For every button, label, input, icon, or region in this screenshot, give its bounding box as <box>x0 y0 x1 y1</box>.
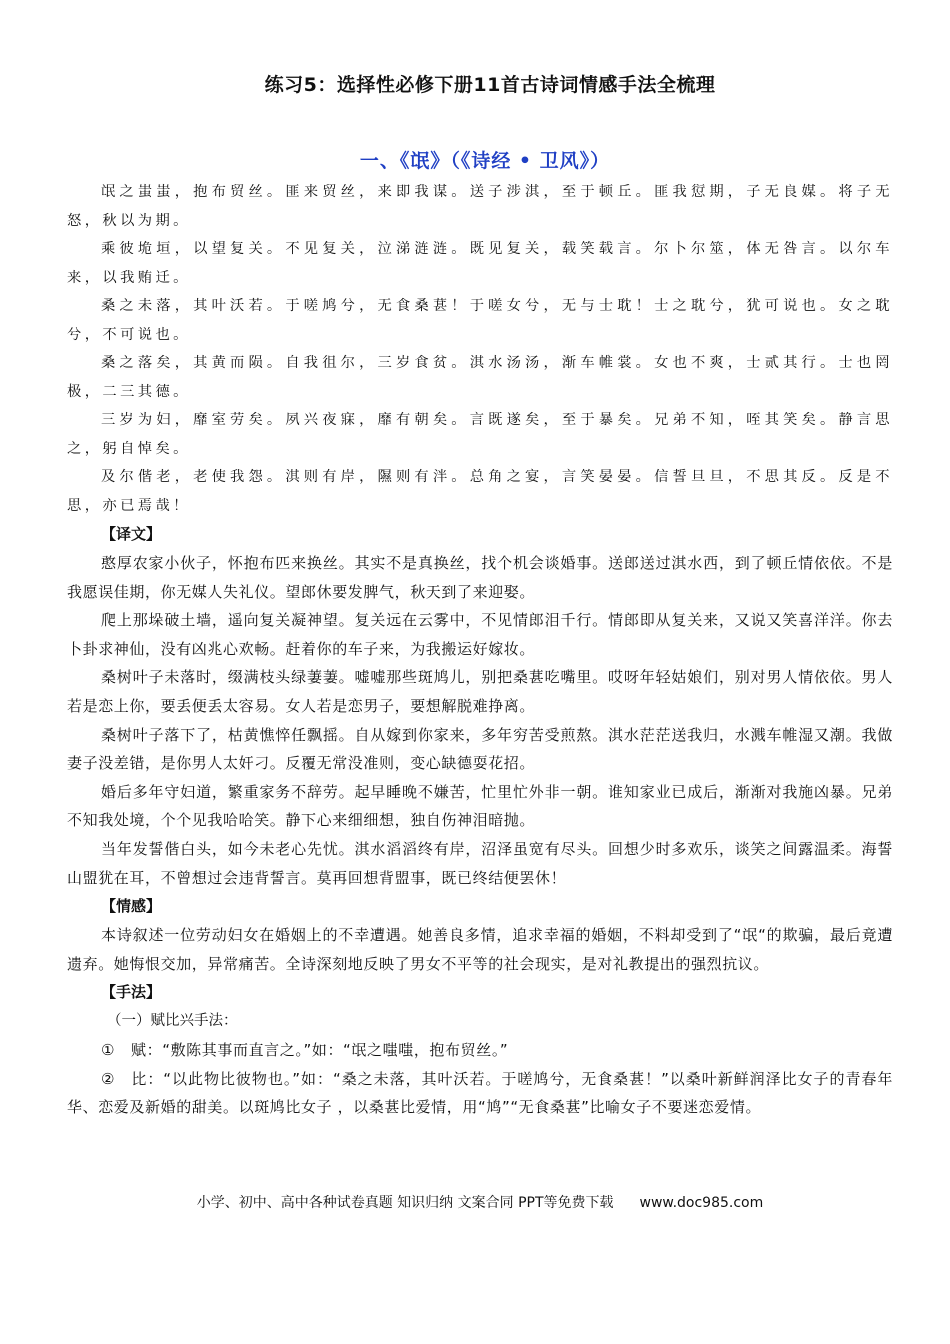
translation-paragraph: 桑树叶子未落时，缀满枝头绿萋萋。嘘嘘那些斑鸠儿，别把桑葚吃嘴里。哎呀年轻姑娘们，别对男人情依依。男人若是恋上你，要丢便丢太容易。女人若是恋男子，要想解脱难挣离。 <box>67 668 893 715</box>
poem-stanza: 桑之未落，其叶沃若。于嗟鸠兮，无食桑葚！于嗟女兮，无与士耽！士之耽兮，犹可说也。女之耽兮，不可说也。 <box>67 298 893 343</box>
poem-stanza: 三岁为妇，靡室劳矣。夙兴夜寐，靡有朝矣。言既遂矣，至于暴矣。兄弟不知，咥其笑矣。静言思之，躬自悼矣。 <box>67 412 893 457</box>
page-footer <box>0 1192 950 1212</box>
technique-label: 【手法】 <box>101 983 162 1002</box>
document-title: 练习5：选择性必修下册11首古诗词情感手法全梳理 <box>264 74 716 96</box>
translation-text <box>67 549 893 892</box>
emotion-label: 【情感】 <box>101 897 162 916</box>
translation-paragraph: 桑树叶子落下了，枯黄憔悴任飘摇。自从嫁到你家来，多年穷苦受煎熬。淇水茫茫送我归，水溅车帷湿又潮。我做妻子没差错，是你男人太奸刁。反覆无常没准则，变心缺德耍花招。 <box>67 725 893 773</box>
content-body <box>67 178 893 1122</box>
item-number: ② <box>101 1069 116 1088</box>
technique-item <box>67 1036 893 1065</box>
translation-paragraph: 婚后多年守妇道，繁重家务不辞劳。起早睡晚不嫌苦，忙里忙外非一朝。谁知家业已成后，渐渐对我施凶暴。兄弟不知我处境，个个见我哈哈笑。静下心来细细想，独自伤神泪暗抛。 <box>67 782 893 830</box>
footer-link[interactable]: www.doc985.com <box>639 1195 764 1211</box>
poem-stanza: 桑之落矣，其黄而陨。自我徂尔，三岁食贫。淇水汤汤，渐车帷裳。女也不爽，士贰其行。士也罔极，二三其德。 <box>67 355 893 400</box>
poem-stanza: 及尔偕老，老使我怨。淇则有岸，隰则有泮。总角之宴，言笑晏晏。信誓旦旦，不思其反。反是不思，亦已焉哉！ <box>67 469 893 514</box>
poem-stanza: 氓之蚩蚩，抱布贸丝。匪来贸丝，来即我谋。送子涉淇，至于顿丘。匪我愆期，子无良媒。将子无怒，秋以为期。 <box>67 184 893 229</box>
poem-stanza: 乘彼垝垣，以望复关。不见复关，泣涕涟涟。既见复关，载笑载言。尔卜尔筮，体无咎言。以尔车来，以我贿迁。 <box>67 241 893 286</box>
emotion-text <box>67 921 893 978</box>
technique-item <box>67 1065 893 1122</box>
translation-paragraph: 憨厚农家小伙子，怀抱布匹来换丝。其实不是真换丝，找个机会谈婚事。送郎送过淇水西，到了顿丘情依依。不是我愿误佳期，你无媒人失礼仪。望郎休要发脾气，秋天到了来迎娶。 <box>67 554 893 601</box>
technique-subheading: （一）赋比兴手法： <box>107 1013 238 1030</box>
poem-text <box>67 178 893 520</box>
section-heading: 一、《氓》（《诗经 • 卫风》） <box>359 150 611 172</box>
translation-paragraph: 当年发誓偕白头，如今未老心先忧。淇水滔滔终有岸，沼泽虽宽有尽头。回想少时多欢乐，谈笑之间露温柔。海誓山盟犹在耳，不曾想过会违背誓言。莫再回想背盟事，既已终结便罢休！ <box>67 839 893 887</box>
emotion-paragraph: 本诗叙述一位劳动妇女在婚姻上的不幸遭遇。她善良多情，追求幸福的婚姻，不料却受到了“氓“的欺骗，最后竟遭遗弃。她悔恨交加，异常痛苦。全诗深刻地反映了男女不平等的社会现实，是对礼教提出的强烈抗议。 <box>67 926 893 973</box>
footer-text: 小学、初中、高中各种试卷真题 知识归纳 文案合同 PPT等免费下载 <box>196 1195 614 1211</box>
translation-paragraph: 爬上那垛破土墙，遥向复关凝神望。复关远在云雾中，不见情郎泪千行。情郎即从复关来，又说又笑喜洋洋。你去卜卦求神仙，没有凶兆心欢畅。赶着你的车子来，为我搬运好嫁妆。 <box>67 611 893 658</box>
item-text: 赋：“敷陈其事而直言之。”如：“氓之嗤嗤，抱布贸丝。” <box>131 1040 509 1059</box>
item-number: ① <box>101 1040 116 1059</box>
translation-label: 【译文】 <box>101 525 162 543</box>
item-text: 比：“以此物比彼物也。”如：“桑之未落，其叶沃若。于嗟鸠兮，无食桑葚！”以桑叶新鲜润泽比女子的青春年华、恋爱及新婚的甜美。以斑鸠比女子 ，以桑葚比爱情，用“鸠”“无食桑葚”比喻女子不要迷恋爱情。 <box>67 1069 893 1117</box>
